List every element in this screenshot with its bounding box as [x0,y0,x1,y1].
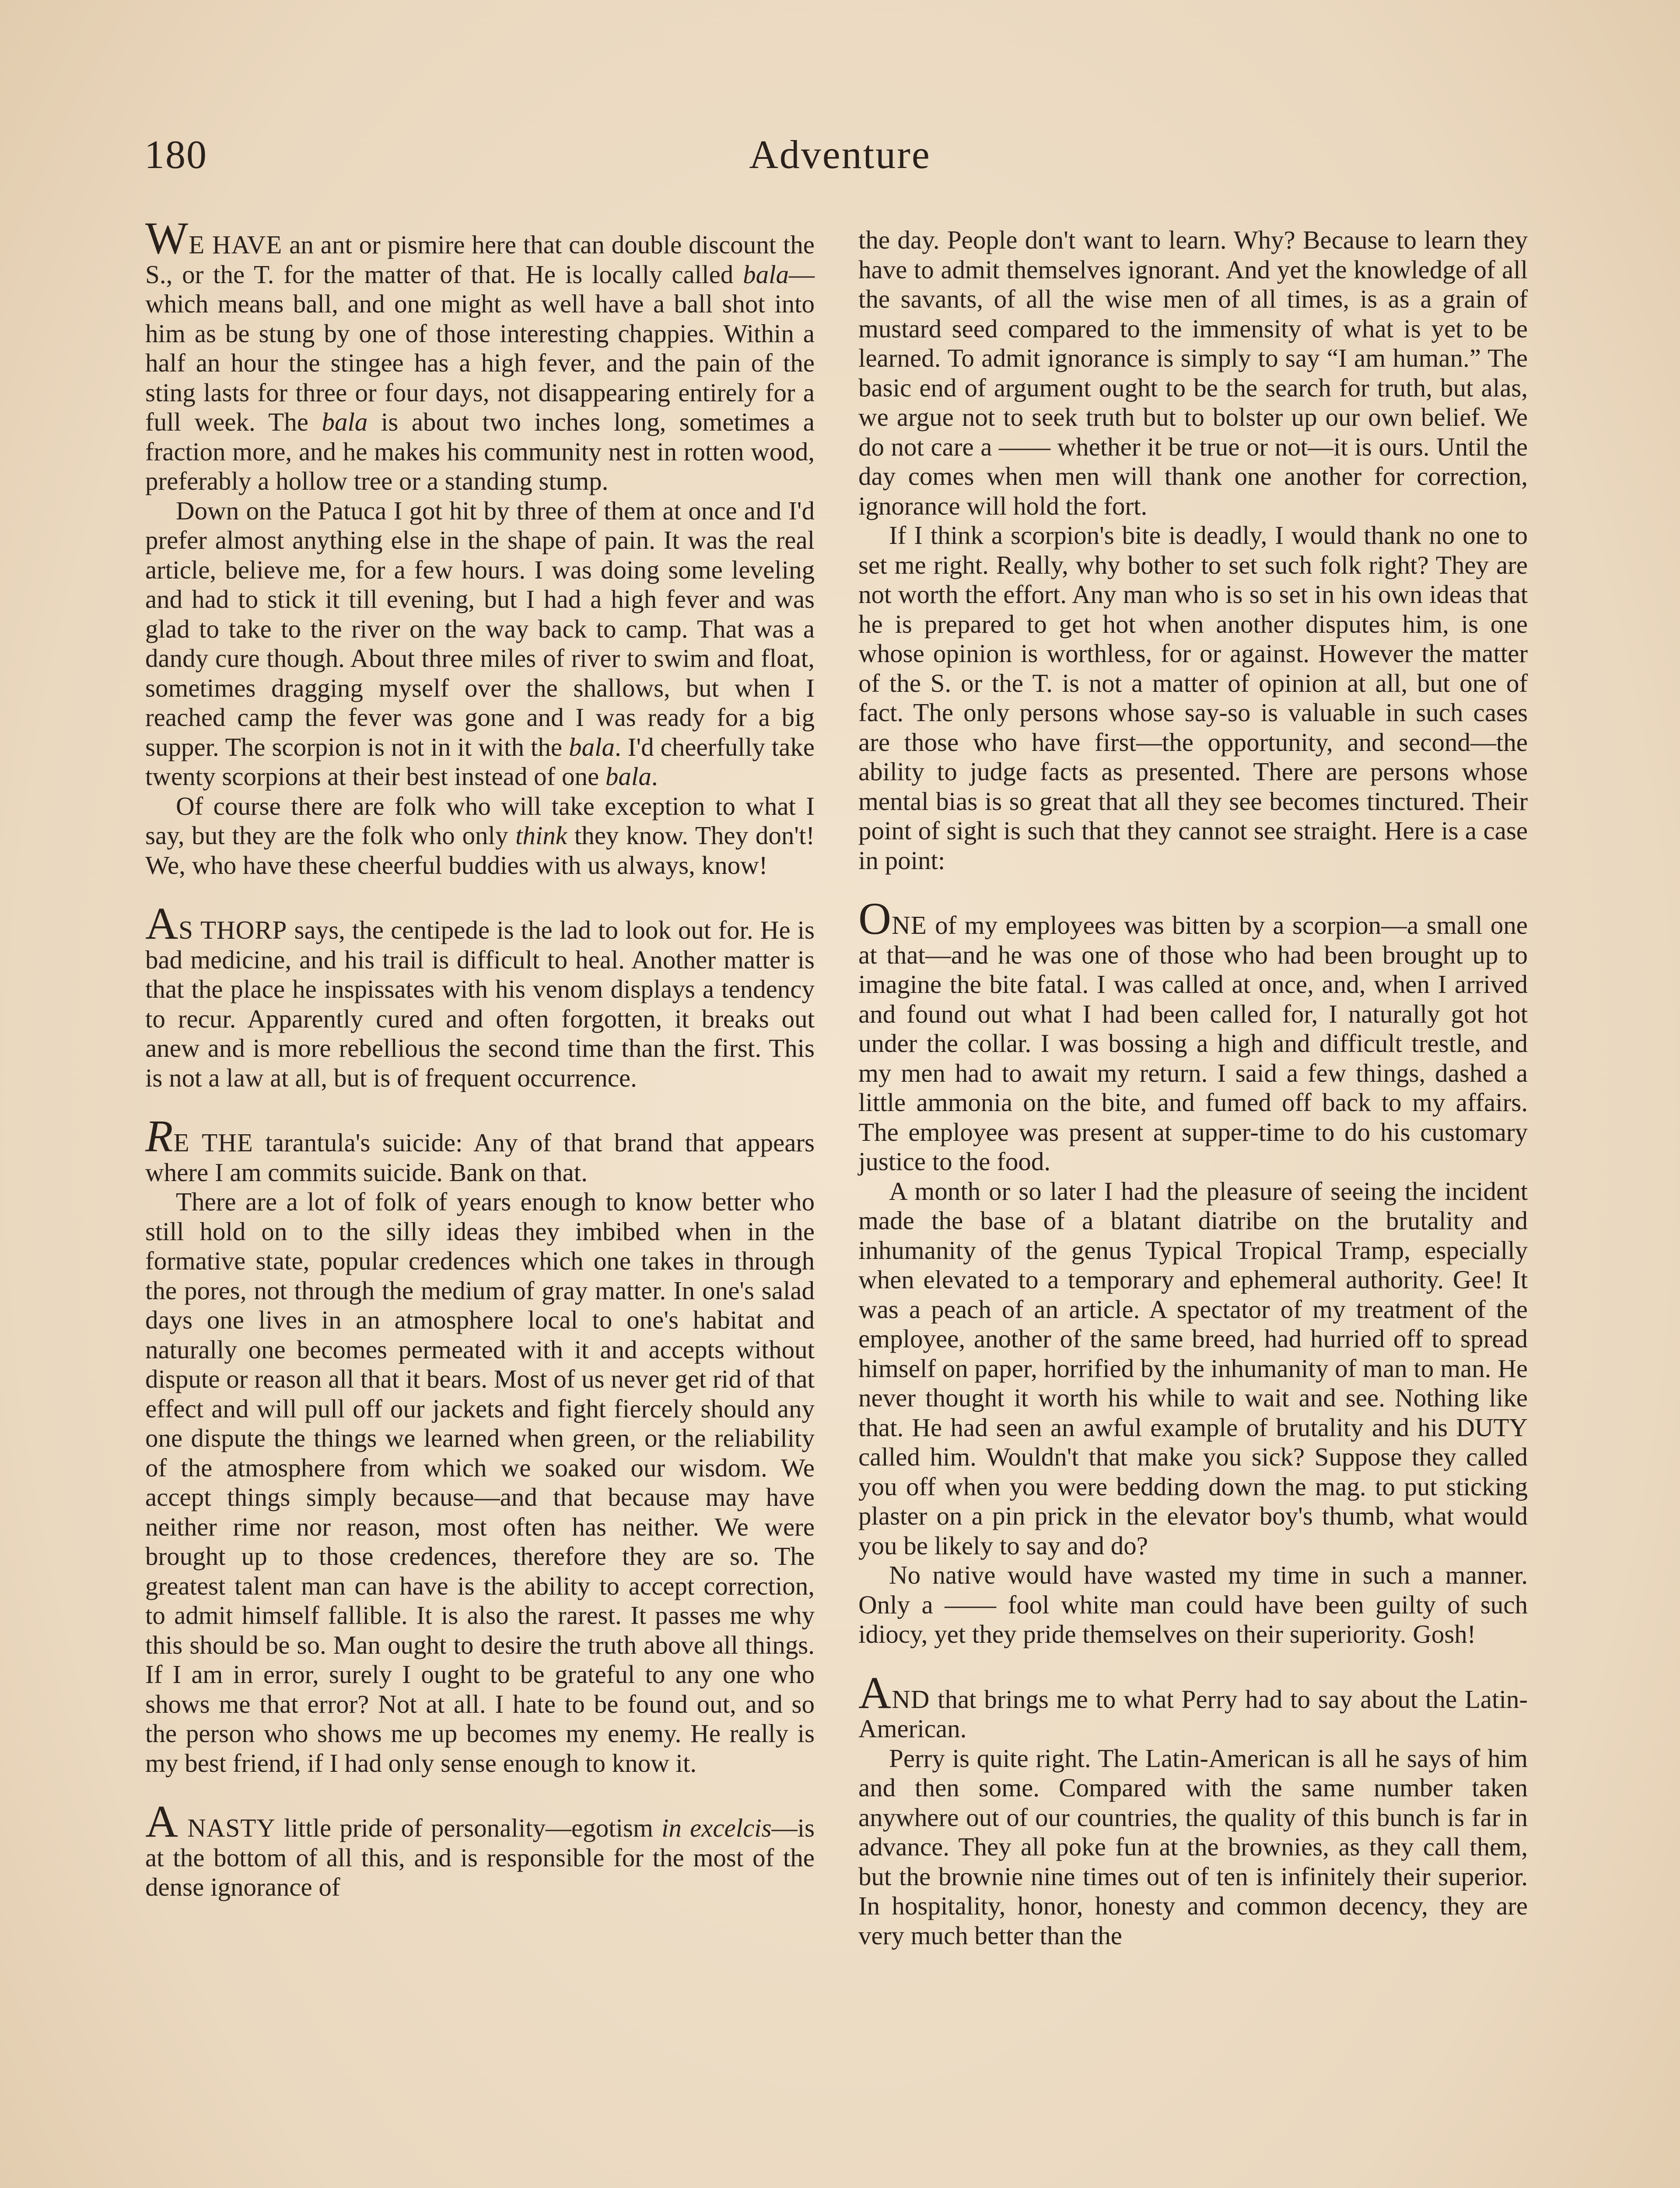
lead-in: NASTY [178,1813,276,1842]
body-paragraph: There are a lot of folk of years enough to know better who still hold on to the silly ideas they imbibed when in the formative state, popular credences which one takes in through the pores, not through the medium of gray matter. In one's salad days one lives in an atmosphere local to one's habitat and naturally one becomes permeated with it and accepts without dispute or reason all that it bears. Most of us never get rid of that effect and will pull off our jackets and fight fiercely should any one dispute the things we learned when green, or the reliability of the atmosphere from which we soaked our wisdom. We accept things simply because—and that because may have neither rime nor reason, most often has neither. We were brought up to those credences, therefore they are so. The greatest talent man can have is the ability to accept correction, to admit himself fallible. It is also the rarest. It passes me why this should be so. Man ought to desire the truth above all things. If I am in error, surely I ought to be grateful to any one who shows me that error? Not at all. I hate to be found out, and so the person who shows me up becomes my enemy. He really is my best friend, if I had only sense enough to know it. [145,1187,815,1778]
body-paragraph: Of course there are folk who will take exception to what I say, but they are the folk who only think they know. They don't! We, who have these cheerful buddies with us always, know! [145,791,815,880]
right-column [858,225,1528,1950]
body-paragraph: Perry is quite right. The Latin-American is all he says of him and then some. Compared with the same number taken anywhere out of our countries, the quality of this bunch is far in advance. They all poke fun at the brownies, as they call them, but the brownie nine times out of ten is infinitely their superior. In hospitality, honor, honesty and common decency, they are very much better than the [858,1743,1528,1950]
body-paragraph: A month or so later I had the pleasure of seeing the incident made the base of a blatant diatribe on the brutality and inhumanity of the genus Typical Tropical Tramp, especially when elevated to a temporary and ephemeral authority. Gee! It was a peach of an article. A spectator of my treatment of the employee, another of the same breed, had hurried off to spread himself on paper, horrified by the inhumanity of man to man. He never thought it worth his while to wait and see. Nothing like that. He had seen an awful example of brutality and his DUTY called him. Wouldn't that make you sick? Suppose they called you off when you were bedding down the mag. to put sticking plaster on a pin prick in the elevator boy's thumb, what would you be likely to say and do? [858,1176,1528,1560]
drop-cap: R [145,1111,174,1161]
section-paragraph: A NASTY little pride of personality—egotism in excelcis—is at the bottom of all this, and is responsible for the most of the dense ignorance of [145,1796,815,1901]
body-paragraph: Down on the Patuca I got hit by three of them at once and I'd prefer almost anything else in the shape of pain. It was the real article, believe me, for a few hours. I was doing some leveling and had to stick it till evening, but I had a high fever and was glad to take to the river on the way back to camp. That was a dandy cure though. About three miles of river to swim and float, sometimes dragging myself over the shallows, but when I reached camp the fever was gone and I was ready for a big supper. The scorpion is not in it with the bala. I'd cheerfully take twenty scorpions at their best instead of one bala. [145,496,815,791]
body-paragraph: No native would have wasted my time in such a manner. Only a —— fool white man could have been guilty of such idiocy, yet they pride themselves on their superiority. Gosh! [858,1560,1528,1648]
page-header [144,131,1536,188]
drop-cap: A [145,898,179,949]
drop-cap: O [858,894,892,944]
body-paragraph: If I think a scorpion's bite is deadly, I would thank no one to set me right. Really, why bother to set such folk right? They are not worth the effort. Any man who is so set in his own ideas that he is prepared to get hot when another disputes him, is one whose opinion is worthless, for or against. However the matter of the S. or the T. is not a matter of opinion at all, but one of fact. The only persons whose say-so is valuable in such cases are those who have first—the opportunity, and second—the ability to judge facts as presented. There are persons whose mental bias is so great that all they see becomes tinctured. Their point of sight is such that they cannot see straight. Here is a case in point: [858,521,1528,875]
lead-in: E THE [173,1128,253,1157]
drop-cap: A [145,1796,179,1847]
drop-cap: W [145,213,189,263]
section-paragraph: RE THE tarantula's suicide: Any of that brand that appears where I am commits suicide. Bank on that. [145,1111,815,1187]
lead-in: S THORP [178,915,287,944]
body-paragraph: the day. People don't want to learn. Why? Because to learn they have to admit themselves ignorant. And yet the knowledge of all the savants, of all the wise men of all times, is as a grain of mustard seed compared to the immensity of what is yet to be learned. To admit ignorance is simply to say “I am human.” The basic end of argument ought to be the search for truth, but alas, we argue not to seek truth but to bolster up our own belief. We do not care a —— whether it be true or not—it is ours. Until the day comes when men will thank one another for correction, ignorance will hold the fort. [858,225,1528,520]
page-number: 180 [144,132,207,177]
left-column [145,213,815,1902]
running-title: Adventure [749,132,931,177]
section-paragraph: AND that brings me to what Perry had to say about the Latin-American. [858,1667,1528,1743]
section-paragraph: WE HAVE an ant or pismire here that can double discount the S., or the T. for the matter of that. He is locally called bala—which means ball, and one might as well have a ball shot into him as be stung by one of those interesting chappies. Within a half an hour the stingee has a high fever, and the pain of the sting lasts for three or four days, not disappearing entirely for a full week. The bala is about two inches long, sometimes a fraction more, and he makes his community nest in rotten wood, preferably a hollow tree or a standing stump. [145,213,815,495]
lead-in: NE [892,911,927,940]
drop-cap: A [858,1667,892,1718]
section-paragraph: AS THORP says, the centipede is the lad to look out for. He is bad medicine, and his trail is difficult to heal. Another matter is that the place he inspissates with his venom displays a tendency to recur. Apparently cured and often forgotten, it breaks out anew and is more rebellious the second time than the first. This is not a law at all, but is of frequent occurrence. [145,898,815,1092]
section-paragraph: ONE of my employees was bitten by a scorpion—a small one at that—and he was one of those who had been brought up to imagine the bite fatal. I was called at once, and, when I arrived and found out what I had been called for, I naturally got hot under the collar. I was bossing a high and difficult trestle, and my men had to await my return. I said a few things, dashed a little ammonia on the bite, and fumed off back to my affairs. The employee was present at supper-time to do his customary justice to the food. [858,894,1528,1176]
lead-in: E HAVE [189,230,283,259]
lead-in: ND [892,1684,930,1714]
